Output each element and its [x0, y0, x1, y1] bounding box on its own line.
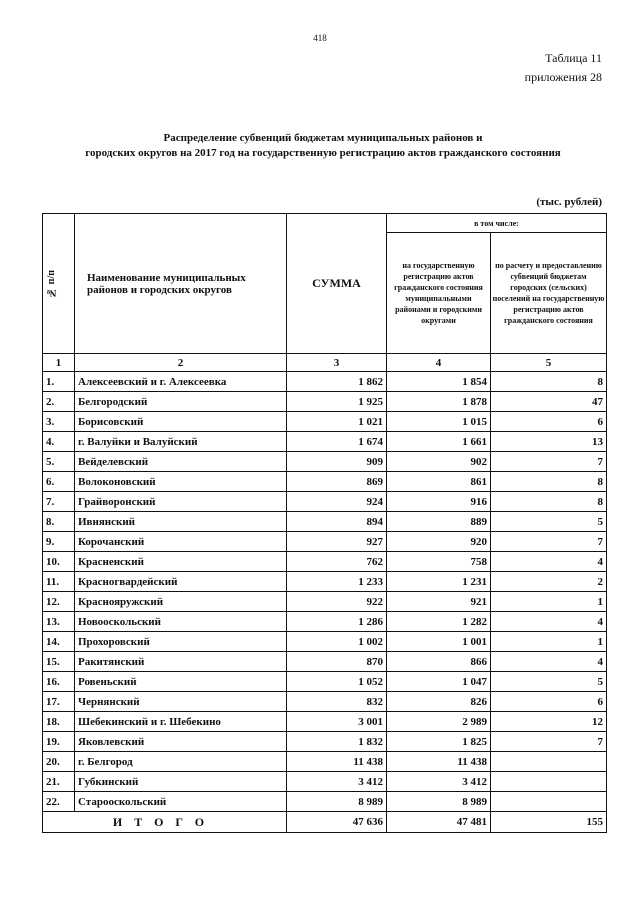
header-number: [43, 214, 75, 354]
row-col5: [491, 752, 607, 772]
row-col5: 5: [491, 672, 607, 692]
row-number: 20.: [43, 752, 75, 772]
row-name: Новооскольский: [75, 612, 287, 632]
total-col5: 155: [491, 812, 607, 833]
row-name: Чернянский: [75, 692, 287, 712]
table-label: Таблица 11: [545, 51, 602, 65]
row-col4: 866: [387, 652, 491, 672]
row-name: Красногвардейский: [75, 572, 287, 592]
row-number: 3.: [43, 412, 75, 432]
row-col4: 861: [387, 472, 491, 492]
table-row: [43, 532, 607, 552]
table-row: [43, 692, 607, 712]
table-row: [43, 492, 607, 512]
row-number: 15.: [43, 652, 75, 672]
row-number: 14.: [43, 632, 75, 652]
row-col5: 13: [491, 432, 607, 452]
table-row: [43, 512, 607, 532]
row-sum: 8 989: [287, 792, 387, 812]
units-label: (тыс. рублей): [536, 196, 602, 208]
row-col4: 1 015: [387, 412, 491, 432]
row-sum: 11 438: [287, 752, 387, 772]
row-name: Борисовский: [75, 412, 287, 432]
row-sum: 927: [287, 532, 387, 552]
row-col4: 826: [387, 692, 491, 712]
row-name: Краснояружский: [75, 592, 287, 612]
row-sum: 1 233: [287, 572, 387, 592]
row-sum: 1 674: [287, 432, 387, 452]
total-row: [43, 812, 607, 833]
row-name: Ровеньский: [75, 672, 287, 692]
row-col5: 7: [491, 452, 607, 472]
row-col4: 889: [387, 512, 491, 532]
table-row: [43, 472, 607, 492]
header-name: Наименование муниципальных районов и городских округов: [75, 214, 287, 354]
total-col4: 47 481: [387, 812, 491, 833]
row-sum: 832: [287, 692, 387, 712]
row-number: 1.: [43, 372, 75, 392]
row-col5: 8: [491, 492, 607, 512]
appendix-label: приложения 28: [524, 70, 602, 84]
row-number: 13.: [43, 612, 75, 632]
row-number: 18.: [43, 712, 75, 732]
table-row: [43, 652, 607, 672]
table-row: [43, 672, 607, 692]
table-row: [43, 552, 607, 572]
row-sum: 1 286: [287, 612, 387, 632]
column-index: 1: [43, 354, 75, 372]
row-col5: 8: [491, 472, 607, 492]
row-col5: 47: [491, 392, 607, 412]
row-col4: 921: [387, 592, 491, 612]
row-number: 16.: [43, 672, 75, 692]
row-number: 6.: [43, 472, 75, 492]
title-line-2: городских округов на 2017 год на государственную регистрацию актов гражданского состояния: [85, 147, 561, 159]
table-row: [43, 612, 607, 632]
row-number: 11.: [43, 572, 75, 592]
row-sum: 924: [287, 492, 387, 512]
row-col5: 7: [491, 732, 607, 752]
table-row: [43, 372, 607, 392]
row-name: Алексеевский и г. Алексеевка: [75, 372, 287, 392]
header-col4: на государственную регистрацию актов гражданского состояния муниципальными районами и городскими округами: [387, 233, 491, 354]
title-line-1: Распределение субвенций бюджетам муниципальных районов и: [163, 132, 483, 144]
row-col4: 1 231: [387, 572, 491, 592]
row-col4: 920: [387, 532, 491, 552]
row-col5: 1: [491, 592, 607, 612]
row-col5: 2: [491, 572, 607, 592]
row-sum: 1 002: [287, 632, 387, 652]
row-col4: 2 989: [387, 712, 491, 732]
row-number: 5.: [43, 452, 75, 472]
row-number: 10.: [43, 552, 75, 572]
row-sum: 909: [287, 452, 387, 472]
row-col5: 4: [491, 612, 607, 632]
row-col5: [491, 772, 607, 792]
row-name: Прохоровский: [75, 632, 287, 652]
row-sum: 1 862: [287, 372, 387, 392]
table-row: [43, 732, 607, 752]
row-sum: 3 412: [287, 772, 387, 792]
table-row: [43, 712, 607, 732]
row-sum: 1 021: [287, 412, 387, 432]
row-sum: 870: [287, 652, 387, 672]
column-index: 4: [387, 354, 491, 372]
row-number: 8.: [43, 512, 75, 532]
row-col4: 1 854: [387, 372, 491, 392]
row-col4: 758: [387, 552, 491, 572]
row-number: 7.: [43, 492, 75, 512]
page-number: 418: [313, 33, 327, 43]
row-number: 12.: [43, 592, 75, 612]
row-name: Старооскольский: [75, 792, 287, 812]
row-sum: 869: [287, 472, 387, 492]
row-col5: 4: [491, 652, 607, 672]
row-name: Корочанский: [75, 532, 287, 552]
row-sum: 1 052: [287, 672, 387, 692]
table-row: [43, 792, 607, 812]
row-col4: 1 001: [387, 632, 491, 652]
column-index-row: [43, 354, 607, 372]
row-col5: 1: [491, 632, 607, 652]
header-including: в том числе:: [387, 214, 607, 233]
row-name: г. Валуйки и Валуйский: [75, 432, 287, 452]
row-sum: 1 832: [287, 732, 387, 752]
row-col4: 8 989: [387, 792, 491, 812]
row-col4: 1 825: [387, 732, 491, 752]
row-col4: 916: [387, 492, 491, 512]
row-name: Шебекинский и г. Шебекино: [75, 712, 287, 732]
row-number: 2.: [43, 392, 75, 412]
header-col5: по расчету и предоставлению субвенций бюджетам городских (сельских) поселений на государственную регистрацию актов гражданского состояния: [491, 233, 607, 354]
table-row: [43, 452, 607, 472]
row-name: Грайворонский: [75, 492, 287, 512]
row-number: 21.: [43, 772, 75, 792]
row-name: Белгородский: [75, 392, 287, 412]
row-name: Красненский: [75, 552, 287, 572]
row-number: 9.: [43, 532, 75, 552]
row-col5: 6: [491, 692, 607, 712]
row-col5: [491, 792, 607, 812]
table-row: [43, 432, 607, 452]
row-sum: 3 001: [287, 712, 387, 732]
row-col4: 1 047: [387, 672, 491, 692]
row-number: 19.: [43, 732, 75, 752]
total-label: ИТОГО: [43, 812, 287, 833]
row-sum: 894: [287, 512, 387, 532]
row-sum: 1 925: [287, 392, 387, 412]
row-col5: 6: [491, 412, 607, 432]
row-col4: 1 661: [387, 432, 491, 452]
column-index: 2: [75, 354, 287, 372]
row-name: Губкинский: [75, 772, 287, 792]
row-sum: 762: [287, 552, 387, 572]
column-index: 3: [287, 354, 387, 372]
table-row: [43, 572, 607, 592]
row-col4: 1 878: [387, 392, 491, 412]
row-col4: 902: [387, 452, 491, 472]
header-number-text: № п/п: [46, 269, 57, 298]
row-name: Ивнянский: [75, 512, 287, 532]
row-name: Яковлевский: [75, 732, 287, 752]
row-name: Вейделевский: [75, 452, 287, 472]
table-row: [43, 592, 607, 612]
table-row: [43, 772, 607, 792]
row-col5: 4: [491, 552, 607, 572]
total-sum: 47 636: [287, 812, 387, 833]
table-row: [43, 412, 607, 432]
row-col4: 1 282: [387, 612, 491, 632]
row-col4: 3 412: [387, 772, 491, 792]
row-number: 17.: [43, 692, 75, 712]
table-row: [43, 632, 607, 652]
table-row: [43, 392, 607, 412]
row-number: 4.: [43, 432, 75, 452]
row-col5: 12: [491, 712, 607, 732]
row-col5: 5: [491, 512, 607, 532]
row-name: Волоконовский: [75, 472, 287, 492]
document-title: [40, 131, 606, 161]
row-col4: 11 438: [387, 752, 491, 772]
row-sum: 922: [287, 592, 387, 612]
row-col5: 7: [491, 532, 607, 552]
column-index: 5: [491, 354, 607, 372]
row-name: г. Белгород: [75, 752, 287, 772]
row-col5: 8: [491, 372, 607, 392]
header-sum: СУММА: [287, 214, 387, 354]
row-number: 22.: [43, 792, 75, 812]
subvention-table: [42, 213, 607, 833]
row-name: Ракитянский: [75, 652, 287, 672]
table-row: [43, 752, 607, 772]
